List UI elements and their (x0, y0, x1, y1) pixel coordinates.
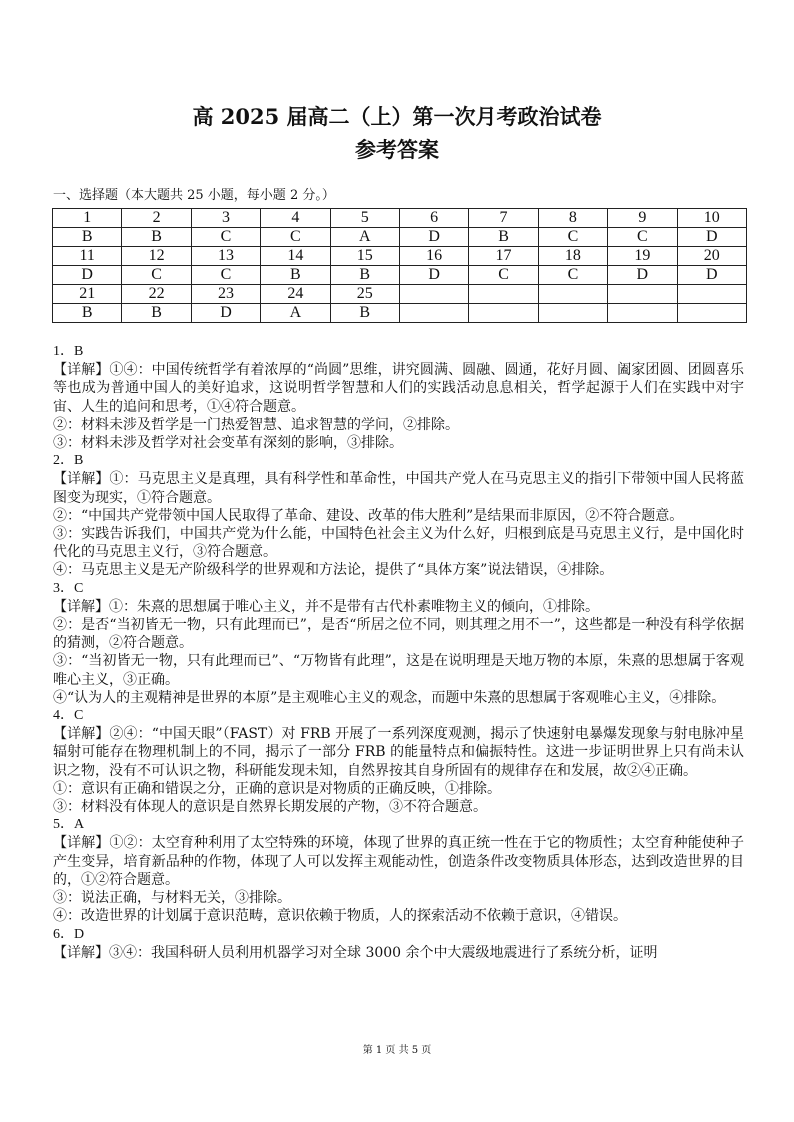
explanation-paragraph: ③：实践告诉我们，中国共产党为什么能，中国特色社会主义为什么好，归根到底是马克思主义行，是中国化时代化的马克思主义行，③符合题意。 (53, 526, 744, 561)
explanation-paragraph: 【详解】①④：中国传统哲学有着浓厚的“尚圆”思维，讲究圆满、圆融、圆通，花好月圆、阖家团圆、团圆喜乐等也成为普通中国人的美好追求，这说明哲学智慧和人们的实践活动息息相关，哲学起源于人们在实践中对宇宙、人生的追问和思考，①④符合题意。 (53, 362, 744, 415)
explanation-paragraph: ③：“当初皆无一物，只有此理而已”、“万物皆有此理”，这是在说明理是天地万物的本原，朱熹的思想属于客观唯心主义，③正确。 (53, 653, 744, 688)
answer-row (53, 266, 747, 285)
explanation-paragraph: ④：改造世界的计划属于意识范畴，意识依赖于物质，人的探索活动不依赖于意识，④错误。 (53, 908, 627, 925)
question-number-cell: 18 (538, 247, 607, 266)
answer-cell: C (261, 228, 330, 247)
answer-explanations (53, 343, 744, 962)
question-answer-heading: 3．C (53, 580, 84, 596)
question-number-cell: 1 (53, 209, 122, 228)
answer-cell: D (191, 304, 260, 323)
question-number-cell: 3 (191, 209, 260, 228)
answer-cell (469, 304, 538, 323)
explanation-paragraph: ③：材料未涉及哲学对社会变革有深刻的影响，③排除。 (53, 435, 403, 452)
question-number-cell: 12 (122, 247, 191, 266)
explanation-paragraph: ②：“中国共产党带领中国人民取得了革命、建设、改革的伟大胜利”是结果而非原因，②不符合题意。 (53, 507, 684, 524)
question-number-cell: 10 (677, 209, 746, 228)
question-number-cell: 24 (261, 285, 330, 304)
answer-cell: A (330, 228, 399, 247)
question-number-cell: 6 (399, 209, 468, 228)
explanation-paragraph: 【详解】①：朱熹的思想属于唯心主义，并不是带有古代朴素唯物主义的倾向，①排除。 (53, 598, 599, 615)
answer-cell: B (261, 266, 330, 285)
answer-cell: D (677, 266, 746, 285)
answer-table (52, 208, 747, 323)
explanation-paragraph: ①：意识有正确和错误之分，正确的意识是对物质的正确反映，①排除。 (53, 780, 501, 797)
question-number-row (53, 209, 747, 228)
answer-cell: B (122, 228, 191, 247)
question-number-cell (608, 285, 677, 304)
question-answer-heading: 5．A (53, 817, 85, 833)
answer-cell: C (538, 266, 607, 285)
answer-cell: B (330, 266, 399, 285)
question-answer-heading: 6．D (53, 926, 85, 942)
question-number-cell: 20 (677, 247, 746, 266)
question-number-cell: 22 (122, 285, 191, 304)
explanation-paragraph: 【详解】③④：我国科研人员利用机器学习对全球 3000 余个中大震级地震进行了系统分析，证明 (53, 944, 658, 961)
explanation-paragraph: ④：马克思主义是无产阶级科学的世界观和方法论，提供了“具体方案”说法错误，④排除。 (53, 562, 614, 579)
page-footer: 第 1 页 共 5 页 (362, 1045, 432, 1056)
question-number-cell (538, 285, 607, 304)
section-heading: 一、选择题（本大题共 25 小题，每小题 2 分。） (53, 188, 335, 203)
explanation-paragraph: 【详解】①②：太空育种利用了太空特殊的环境，体现了世界的真正统一性在于它的物质性；太空育种能使种子产生变异，培育新品种的作物，体现了人可以发挥主观能动性，创造条件改变物质具体形态，达到改造世界的目的，①②符合题意。 (53, 835, 744, 888)
explanation-paragraph: ②：是否“当初皆无一物，只有此理而已”，是否“所居之位不同，则其理之用不一”，这些都是一种没有科学依据的猜测，②符合题意。 (53, 617, 744, 652)
answer-cell: B (53, 304, 122, 323)
answer-cell: C (122, 266, 191, 285)
question-number-cell: 9 (608, 209, 677, 228)
document-subtitle: 参考答案 (355, 137, 439, 162)
answer-cell (538, 304, 607, 323)
question-number-cell: 19 (608, 247, 677, 266)
question-answer-heading: 2．B (53, 453, 84, 469)
question-number-cell: 14 (261, 247, 330, 266)
answer-cell: B (469, 228, 538, 247)
answer-cell: D (399, 228, 468, 247)
question-number-row (53, 247, 747, 266)
question-number-row (53, 285, 747, 304)
explanation-paragraph: ④“认为人的主观精神是世界的本原”是主观唯心主义的观念，而题中朱熹的思想属于客观唯心主义，④排除。 (53, 689, 726, 706)
answer-cell: D (677, 228, 746, 247)
answer-cell: D (608, 266, 677, 285)
question-number-cell: 21 (53, 285, 122, 304)
question-number-cell: 23 (191, 285, 260, 304)
question-number-cell: 17 (469, 247, 538, 266)
question-number-cell (399, 285, 468, 304)
question-number-cell: 11 (53, 247, 122, 266)
question-number-cell: 13 (191, 247, 260, 266)
question-number-cell: 4 (261, 209, 330, 228)
question-number-cell: 2 (122, 209, 191, 228)
question-number-cell (677, 285, 746, 304)
question-number-cell (469, 285, 538, 304)
answer-cell (608, 304, 677, 323)
explanation-paragraph: ③：材料没有体现人的意识是自然界长期发展的产物，③不符合题意。 (53, 799, 487, 816)
answer-cell: B (53, 228, 122, 247)
answer-cell: B (330, 304, 399, 323)
question-number-cell: 7 (469, 209, 538, 228)
answer-cell: B (122, 304, 191, 323)
document-title: 高 2025 届高二（上）第一次月考政治试卷 (192, 104, 602, 129)
answer-cell: C (608, 228, 677, 247)
question-number-cell: 25 (330, 285, 399, 304)
answer-cell: A (261, 304, 330, 323)
answer-cell: C (191, 266, 260, 285)
question-number-cell: 8 (538, 209, 607, 228)
answer-row (53, 304, 747, 323)
answer-cell: C (191, 228, 260, 247)
question-number-cell: 5 (330, 209, 399, 228)
answer-cell (399, 304, 468, 323)
answer-cell (677, 304, 746, 323)
explanation-paragraph: 【详解】②④：“中国天眼”（FAST）对 FRB 开展了一系列深度观测，揭示了快速射电暴爆发现象与射电脉冲星辐射可能存在物理机制上的不同，揭示了一部分 FRB 的能量特点和偏振特性。这进一步证明世界上只有尚未认识之物，没有不可认识之物，科研能发现未知，自然界按其自身所固有的规律存在和发展，故②④正确。 (53, 726, 744, 779)
answer-cell: D (399, 266, 468, 285)
explanation-paragraph: ③：说法正确，与材料无关，③排除。 (53, 890, 291, 907)
explanation-paragraph: 【详解】①：马克思主义是真理，具有科学性和革命性，中国共产党人在马克思主义的指引下带领中国人民将蓝图变为现实，①符合题意。 (53, 471, 744, 506)
answer-cell: D (53, 266, 122, 285)
answer-cell: C (469, 266, 538, 285)
answer-cell: C (538, 228, 607, 247)
explanation-paragraph: ②：材料未涉及哲学是一门热爱智慧、追求智慧的学问，②排除。 (53, 416, 459, 433)
answer-row (53, 228, 747, 247)
question-answer-heading: 4．C (53, 708, 84, 724)
question-number-cell: 15 (330, 247, 399, 266)
question-answer-heading: 1．B (53, 344, 84, 359)
question-number-cell: 16 (399, 247, 468, 266)
